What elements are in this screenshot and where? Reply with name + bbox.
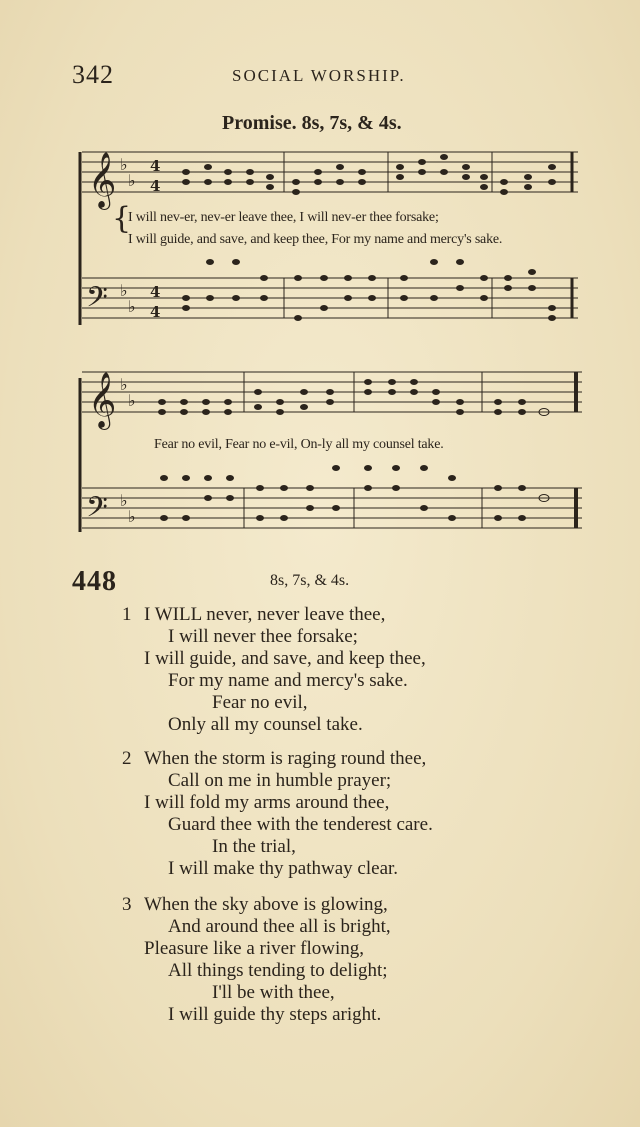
lyric-brace: { [112, 201, 132, 236]
verse-line: And around thee all is bright, [168, 916, 391, 937]
page-number: 342 [72, 60, 114, 89]
verse-number: 3 [122, 894, 132, 915]
verse-line: I will make thy pathway clear. [168, 858, 399, 879]
verse-line: I will guide thy steps aright. [168, 1004, 382, 1025]
flat-icon: ♭ [120, 155, 128, 174]
svg-text:𝄢: 𝄢 [86, 491, 108, 531]
verse-line: All things tending to delight; [168, 960, 388, 981]
verse-line: Pleasure like a river flowing, [144, 938, 365, 959]
lyric-system2-line1: Fear no evil, Fear no e-vil, On-ly all my counsel take. [154, 437, 444, 452]
verse-line: When the storm is raging round thee, [144, 748, 427, 769]
svg-text:4: 4 [150, 303, 161, 321]
verse-line: Only all my counsel take. [168, 714, 363, 735]
verse-line: I WILL never, never leave thee, [144, 604, 386, 625]
verse-number: 1 [122, 604, 132, 625]
verse-line: I will never thee forsake; [168, 626, 358, 647]
verse-line: I will guide, and save, and keep thee, [144, 648, 426, 669]
svg-text:4: 4 [150, 177, 161, 195]
verse-number: 2 [122, 748, 132, 769]
verse-line: Call on me in humble prayer; [168, 770, 392, 791]
hymn-meter: 8s, 7s, & 4s. [270, 572, 350, 589]
svg-text:4: 4 [150, 157, 161, 175]
verse-line: When the sky above is glowing, [144, 894, 388, 915]
svg-text:♭: ♭ [120, 375, 128, 394]
svg-text:♭: ♭ [128, 507, 136, 526]
verse-line: Guard thee with the tenderest care. [168, 814, 433, 835]
lyric-system1-line1: I will nev-er, nev-er leave thee, I will nev-er thee forsake; [128, 210, 439, 225]
svg-text:♭: ♭ [120, 491, 128, 510]
verse-line: I'll be with thee, [212, 982, 335, 1003]
verse-line: In the trial, [212, 836, 296, 857]
svg-text:♭: ♭ [128, 171, 136, 190]
lyric-system1-line2: I will guide, and save, and keep thee, For my name and mercy's sake. [128, 232, 503, 247]
svg-text:4: 4 [150, 283, 161, 301]
running-title: SOCIAL WORSHIP. [232, 66, 406, 85]
music-score [0, 0, 640, 560]
hymn-number: 448 [72, 566, 117, 597]
svg-text:♭: ♭ [128, 297, 136, 316]
svg-text:♭: ♭ [128, 391, 136, 410]
bass-clef-icon: 𝄢 [86, 281, 108, 321]
treble-clef-icon: 𝄞 [88, 152, 117, 208]
tune-title: Promise. 8s, 7s, & 4s. [222, 112, 402, 134]
svg-text:𝄞: 𝄞 [88, 372, 117, 428]
verse-line: Fear no evil, [212, 692, 308, 713]
verse-line: I will fold my arms around thee, [144, 792, 390, 813]
verse-line: For my name and mercy's sake. [168, 670, 408, 691]
svg-text:♭: ♭ [120, 281, 128, 300]
